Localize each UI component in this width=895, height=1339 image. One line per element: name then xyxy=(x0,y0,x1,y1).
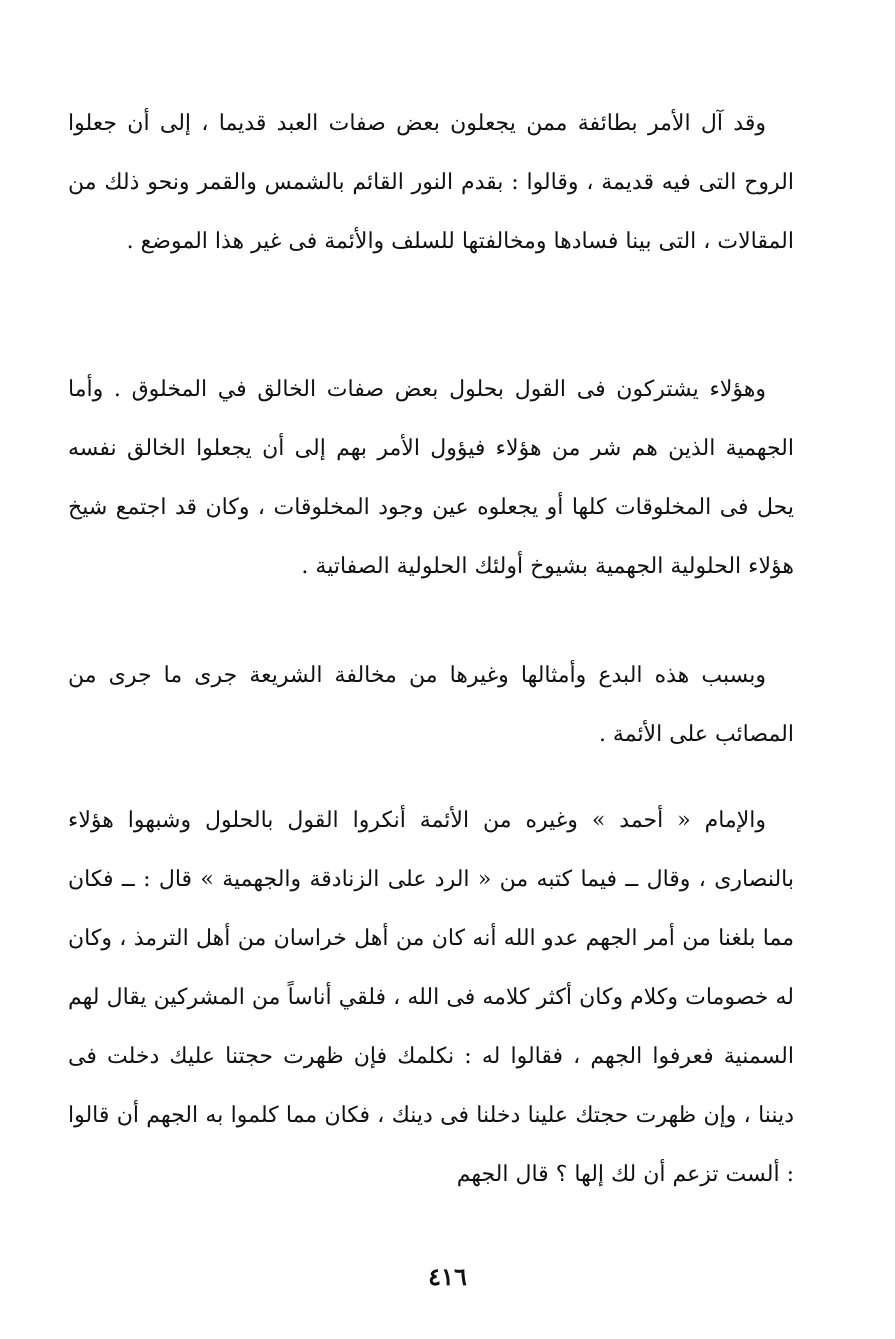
paragraph-text: وهؤلاء يشتركون فى القول بحلول بعض صفات الخالق في المخلوق . وأما الجهمية الذين هم شر من هؤلاء فيؤول الأمر بهم إلى أن يجعلوا الخالق نفسه يحل فى المخلوقات كلها أو يجعلوه عين وجود المخلوقات ، وكان قد اجتمع شيخ هؤلاء الحلولية الجهمية بشيوخ أولئك الحلولية الصفاتية . xyxy=(68,377,794,579)
paragraph-4 xyxy=(68,791,794,1204)
paragraph-text: وقد آل الأمر بطائفة ممن يجعلون بعض صفات العبد قديما ، إلى أن جعلوا الروح التى فيه قديمة ، وقالوا : بقدم النور القائم بالشمس والقمر ونحو ذلك من المقالات ، التى بينا فسادها ومخالفتها للسلف والأئمة فى غير هذا الموضع . xyxy=(68,111,794,254)
paragraph-text: والإمام « أحمد » وغيره من الأئمة أنكروا القول بالحلول وشبهوا هؤلاء بالنصارى ، وقال ــ فيما كتبه من « الرد على الزنادقة والجهمية » قال : ــ فكان مما بلغنا من أمر الجهم عدو الله أنه كان من أهل خراسان من أهل الترمذ ، وكان له خصومات وكلام وكان أكثر كلامه فى الله ، فلقي أناساً من المشركين يقال لهم السمنية فعرفوا الجهم ، فقالوا له : نكلمك فإن ظهرت حجتنا عليك دخلت فى ديننا ، وإن ظهرت حجتك علينا دخلنا فى دينك ، فكان مما كلموا به الجهم أن قالوا : ألست تزعم أن لك إلها ؟ قال الجهم xyxy=(68,808,794,1187)
paragraph-3 xyxy=(68,646,794,764)
page-number: ٤١٦ xyxy=(428,1262,467,1291)
paragraph-text: وبسبب هذه البدع وأمثالها وغيرها من مخالفة الشريعة جرى ما جرى من المصائب على الأئمة . xyxy=(68,663,794,747)
paragraph-2 xyxy=(68,360,794,596)
paragraph-1 xyxy=(68,94,794,271)
